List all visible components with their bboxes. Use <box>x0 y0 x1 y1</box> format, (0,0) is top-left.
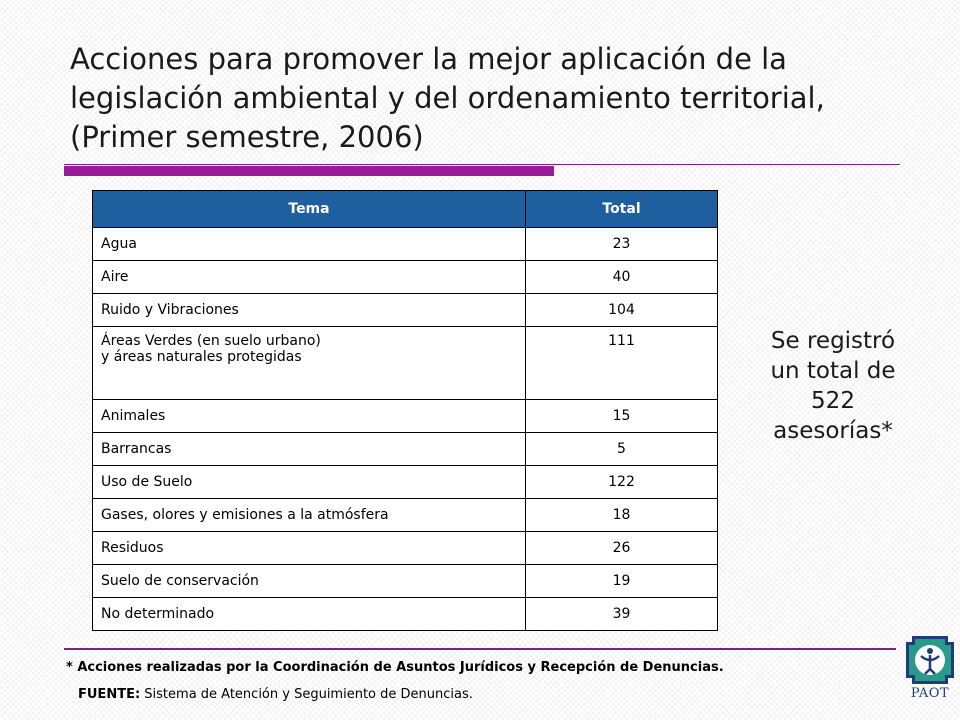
table-row <box>93 294 718 327</box>
summary-line-1: Se registró <box>770 328 896 354</box>
cell-tema: Animales <box>93 400 526 433</box>
cell-total: 104 <box>526 294 718 327</box>
cell-total: 23 <box>526 228 718 261</box>
table-row <box>93 532 718 565</box>
table-row <box>93 598 718 631</box>
page-title <box>70 40 930 157</box>
source-label: FUENTE: <box>78 687 141 702</box>
cell-tema: Residuos <box>93 532 526 565</box>
paot-logo <box>904 634 956 708</box>
cell-tema: Ruido y Vibraciones <box>93 294 526 327</box>
cell-tema: Barrancas <box>93 433 526 466</box>
footnote: * Acciones realizadas por la Coordinación de Asuntos Jurídicos y Recepción de Denuncias. <box>66 660 724 675</box>
cell-total: 122 <box>526 466 718 499</box>
cell-total: 39 <box>526 598 718 631</box>
cell-total: 111 <box>526 327 718 400</box>
title-divider-thick <box>64 166 554 176</box>
table-row <box>93 261 718 294</box>
cell-total: 5 <box>526 433 718 466</box>
table-row <box>93 433 718 466</box>
source-note <box>78 687 473 702</box>
cell-total: 18 <box>526 499 718 532</box>
source-text: Sistema de Atención y Seguimiento de Denuncias. <box>144 687 473 702</box>
title-divider-thin <box>64 164 900 165</box>
table-row <box>93 565 718 598</box>
header-total: Total <box>526 191 718 228</box>
title-line-2: legislación ambiental y del ordenamiento territorial, <box>70 81 825 115</box>
acciones-table <box>92 190 718 631</box>
paot-logo-icon <box>904 634 956 686</box>
cell-total: 26 <box>526 532 718 565</box>
total-summary-note <box>735 326 931 446</box>
cell-tema: Uso de Suelo <box>93 466 526 499</box>
table-row <box>93 466 718 499</box>
cell-tema <box>93 327 526 400</box>
summary-line-2: un total de <box>770 358 896 384</box>
cell-tema: Gases, olores y emisiones a la atmósfera <box>93 499 526 532</box>
cell-tema-line-1: Áreas Verdes (en suelo urbano) <box>101 333 321 349</box>
cell-tema: Suelo de conservación <box>93 565 526 598</box>
cell-tema: Agua <box>93 228 526 261</box>
table-row <box>93 400 718 433</box>
table-row <box>93 499 718 532</box>
summary-line-3: 522 <box>811 388 855 414</box>
cell-tema: Aire <box>93 261 526 294</box>
title-line-3: (Primer semestre, 2006) <box>70 120 424 154</box>
table-row <box>93 228 718 261</box>
header-tema: Tema <box>93 191 526 228</box>
cell-tema: No determinado <box>93 598 526 631</box>
cell-total: 40 <box>526 261 718 294</box>
footer-divider <box>64 648 896 650</box>
table-header-row <box>93 191 718 228</box>
paot-logo-text: PAOT <box>910 686 950 701</box>
cell-total: 15 <box>526 400 718 433</box>
cell-tema-line-2: y áreas naturales protegidas <box>101 349 302 365</box>
title-line-1: Acciones para promover la mejor aplicación de la <box>70 42 787 76</box>
summary-line-4: asesorías* <box>773 418 893 444</box>
table-row <box>93 327 718 400</box>
cell-total: 19 <box>526 565 718 598</box>
